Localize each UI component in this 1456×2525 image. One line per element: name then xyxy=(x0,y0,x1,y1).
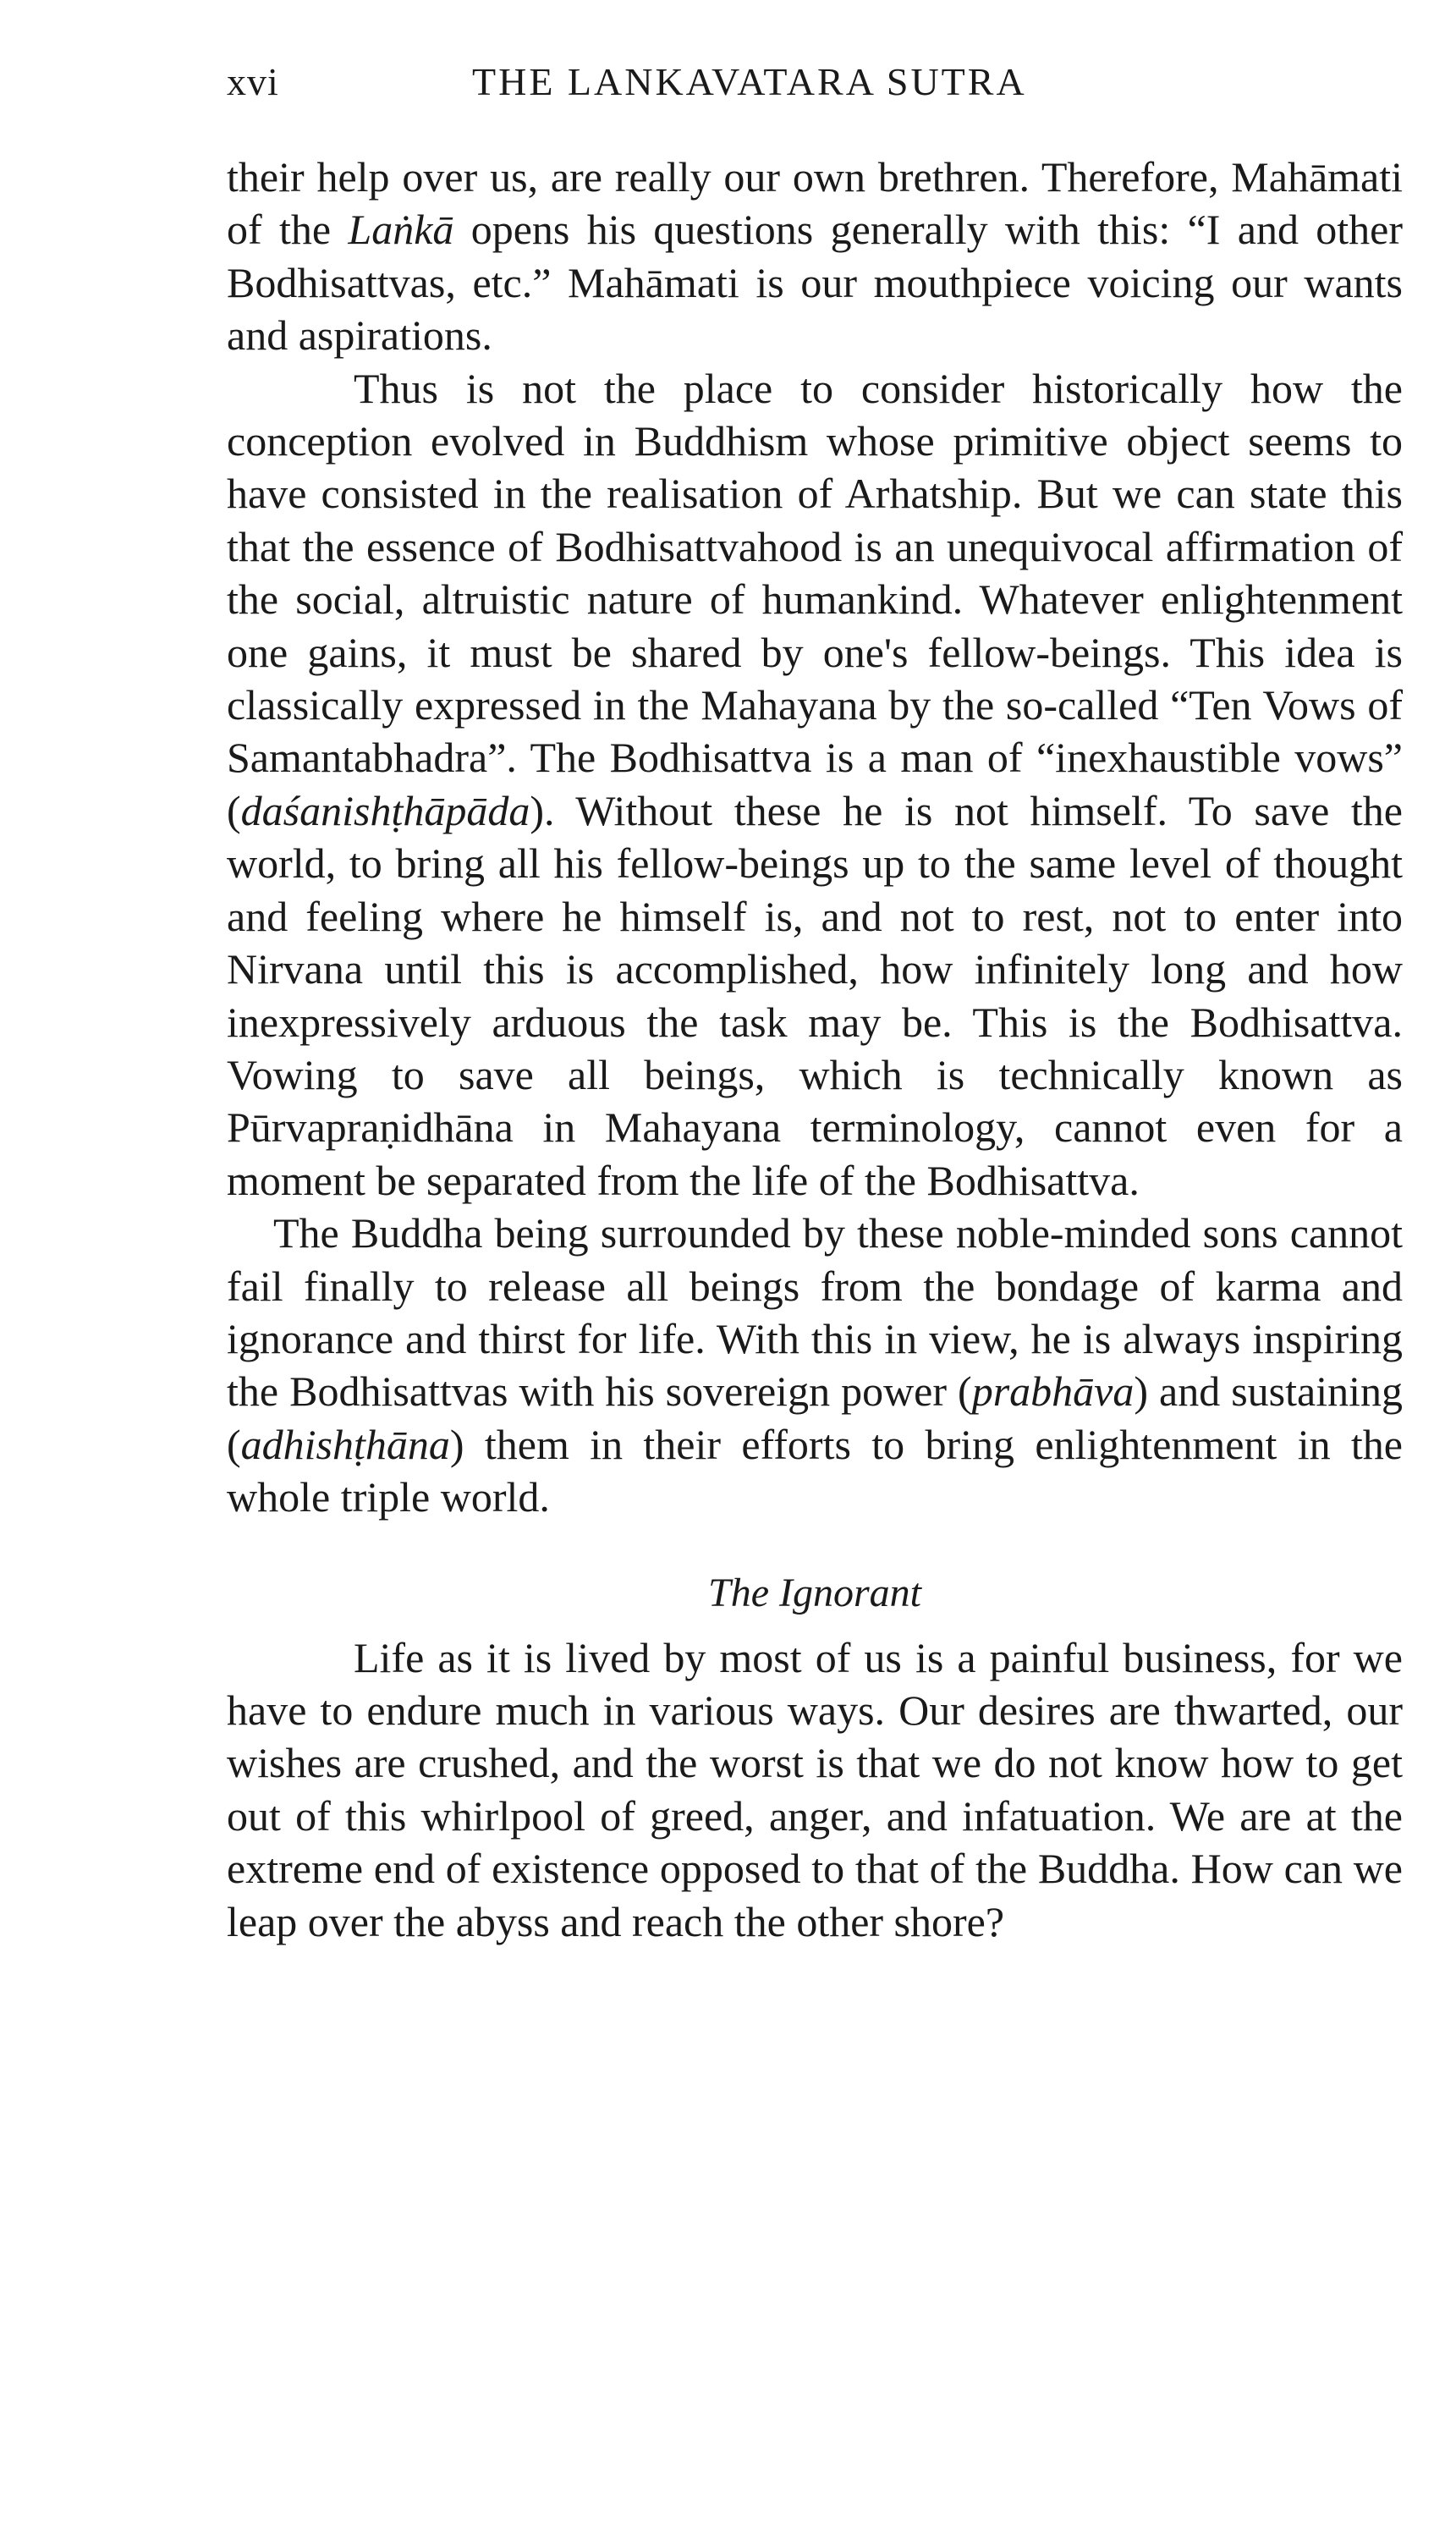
running-title: THE LANKAVATARA SUTRA xyxy=(472,60,1027,103)
italic-term: prabhāva xyxy=(971,1367,1135,1416)
book-page xyxy=(227,51,1404,1945)
italic-term: daśanishṭhāpāda xyxy=(240,786,530,834)
section-heading: The Ignorant xyxy=(708,1570,921,1615)
paragraph-3: The Buddha being surrounded by these noble-minded sons cannot fail finally to release all beings from the bondage of karma and ignorance and thirst for life. With this in view, he is always inspiring the Bodhisattvas with his sovereign power (prabhāva) and sustaining (adhishṭhāna) them in their efforts to bring enlightenment in the whole triple world. xyxy=(227,1209,1403,1521)
paragraph-2: Thus is not the place to consider historically how the conception evolved in Buddhism whose primitive object seems to have consisted in the realisation of Arhatship. But we can state this that the essence of Bodhisattvahood is an unequivocal affirmation of the social, altruistic nature of humankind. Whatever enlightenment one gains, it must be shared by one's fellow-beings. This idea is classically expressed in the Mahayana by the so-called “Ten Vows of Samantabhadra”. The Bodhisattva is a man of “inexhaustible vows” (daśanishṭhāpāda). Without these he is not himself. To save the world, to bring all his fellow-beings up to the same level of thought and feeling where he himself is, and not to rest, not to enter into Nirvana until this is accomplished, how infinitely long and how inexpressively arduous the task may be. This is the Bodhisattva. Vowing to save all beings, which is technically known as Pūrvapraṇidhāna in Mahayana terminology, cannot even for a moment be separated from the life of the Bodhisattva. xyxy=(227,364,1403,1204)
running-head xyxy=(227,51,1403,110)
italic-term: Laṅkā xyxy=(348,206,454,254)
page-number: xvi xyxy=(227,60,279,103)
paragraph-1: their help over us, are really our own brethren. Therefore, Mahāmati of the Laṅkā opens his questions generally with this: “I and other Bodhisattvas, etc.” Mahāmati is our mouthpiece voicing our wants and aspirations. xyxy=(227,153,1404,360)
paragraph-4: Life as it is lived by most of us is a painful business, for we have to endure much in various ways. Our desires are thwarted, our wishes are crushed, and the worst is that we do not know how to get out of this whirlpool of greed, anger, and infatuation. We are at the extreme end of existence opposed to that of the Buddha. How can we leap over the abyss and reach the other shore? xyxy=(227,1633,1403,1945)
italic-term: adhishṭhāna xyxy=(240,1420,450,1468)
body-text xyxy=(227,151,1403,1948)
